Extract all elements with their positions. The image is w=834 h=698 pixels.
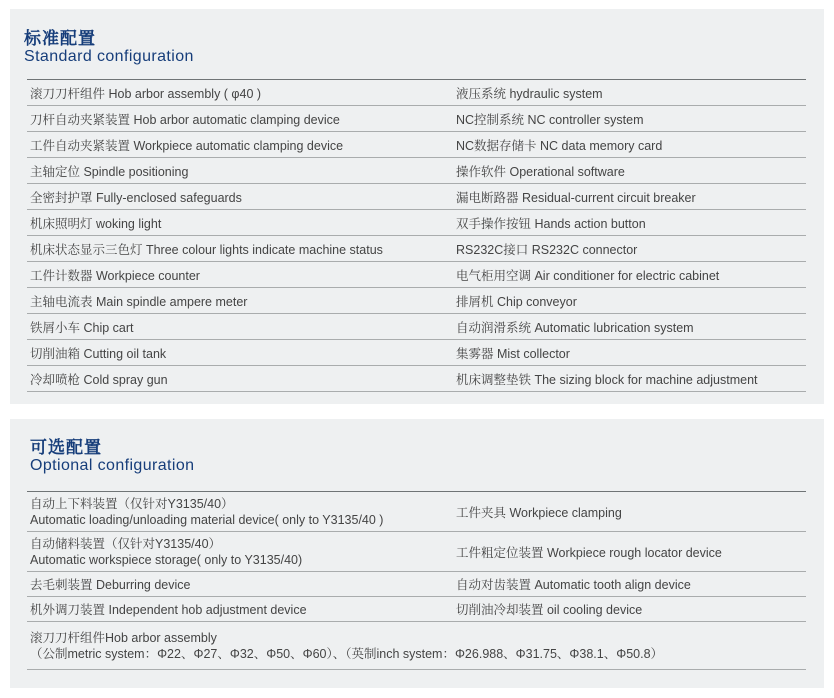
table-cell: 双手操作按钮 Hands action button — [453, 210, 806, 236]
item-detail: （公制metric system：Φ22、Φ27、Φ32、Φ50、Φ60）、（英制inch system：Φ26.988、Φ31.75、Φ38.1、Φ50.8） — [30, 646, 664, 661]
table-cell — [27, 622, 806, 670]
table-cell: 机床状态显示三色灯 Three colour lights indicate machine status — [27, 236, 453, 262]
table-cell: 工件计数器 Workpiece counter — [27, 262, 453, 288]
item-en: Automatic loading/unloading material device( only to Y3135/40 ) — [30, 512, 384, 527]
optional-title-en: Optional configuration — [30, 457, 195, 474]
optional-configuration-panel — [10, 419, 824, 688]
table-row — [27, 106, 806, 132]
table-cell: 铁屑小车 Chip cart — [27, 314, 453, 340]
table-cell: 排屑机 Chip conveyor — [453, 288, 806, 314]
table-row — [27, 492, 806, 532]
table-cell: 去毛刺装置 Deburring device — [27, 572, 453, 597]
table-row — [27, 132, 806, 158]
table-cell: 切削油箱 Cutting oil tank — [27, 340, 453, 366]
table-row — [27, 532, 806, 572]
table-row — [27, 210, 806, 236]
table-cell: 工件夹具 Workpiece clamping — [453, 492, 806, 532]
table-row — [27, 80, 806, 106]
optional-title-cn: 可选配置 — [30, 438, 102, 458]
standard-title-en: Standard configuration — [24, 48, 194, 65]
table-cell: 工件自动夹紧装置 Workpiece automatic clamping device — [27, 132, 453, 158]
table-row — [27, 314, 806, 340]
table-cell: 滚刀刀杆组件 Hob arbor assembly ( φ40 ) — [27, 80, 453, 106]
table-cell: 工件粗定位装置 Workpiece rough locator device — [453, 532, 806, 572]
table-row — [27, 262, 806, 288]
table-cell: 操作软件 Operational software — [453, 158, 806, 184]
table-row — [27, 622, 806, 670]
table-cell: 集雾器 Mist collector — [453, 340, 806, 366]
table-row — [27, 184, 806, 210]
table-cell — [27, 532, 453, 572]
table-cell: 电气柜用空调 Air conditioner for electric cabinet — [453, 262, 806, 288]
table-cell: NC数据存储卡 NC data memory card — [453, 132, 806, 158]
table-cell: 机床调整垫铁 The sizing block for machine adjustment — [453, 366, 806, 392]
table-row — [27, 236, 806, 262]
table-row — [27, 158, 806, 184]
table-cell: 机床照明灯 woking light — [27, 210, 453, 236]
table-cell: 切削油冷却装置 oil cooling device — [453, 597, 806, 622]
standard-configuration-panel — [10, 9, 824, 404]
table-cell: NC控制系统 NC controller system — [453, 106, 806, 132]
table-row — [27, 366, 806, 392]
table-cell: 机外调刀装置 Independent hob adjustment device — [27, 597, 453, 622]
table-row — [27, 572, 806, 597]
table-row — [27, 597, 806, 622]
table-cell: 冷却喷枪 Cold spray gun — [27, 366, 453, 392]
item-en: Automatic workspiece storage( only to Y3135/40) — [30, 552, 303, 567]
item-cn: 自动储料装置（仅针对Y3135/40） — [30, 536, 222, 551]
table-cell: 漏电断路器 Residual-current circuit breaker — [453, 184, 806, 210]
table-cell: 自动对齿装置 Automatic tooth align device — [453, 572, 806, 597]
table-cell: 刀杆自动夹紧装置 Hob arbor automatic clamping device — [27, 106, 453, 132]
item-cn: 自动上下料装置（仅针对Y3135/40） — [30, 496, 234, 511]
table-cell: 主轴电流表 Main spindle ampere meter — [27, 288, 453, 314]
table-row — [27, 340, 806, 366]
table-cell: 液压系统 hydraulic system — [453, 80, 806, 106]
table-cell — [27, 492, 453, 532]
standard-config-table — [27, 79, 806, 392]
item-cn: 滚刀刀杆组件Hob arbor assembly — [30, 630, 217, 645]
table-cell: 全密封护罩 Fully-enclosed safeguards — [27, 184, 453, 210]
table-cell: RS232C接口 RS232C connector — [453, 236, 806, 262]
standard-title-cn: 标准配置 — [24, 29, 96, 49]
table-cell: 主轴定位 Spindle positioning — [27, 158, 453, 184]
optional-config-table — [27, 491, 806, 670]
table-cell: 自动润滑系统 Automatic lubrication system — [453, 314, 806, 340]
table-row — [27, 288, 806, 314]
